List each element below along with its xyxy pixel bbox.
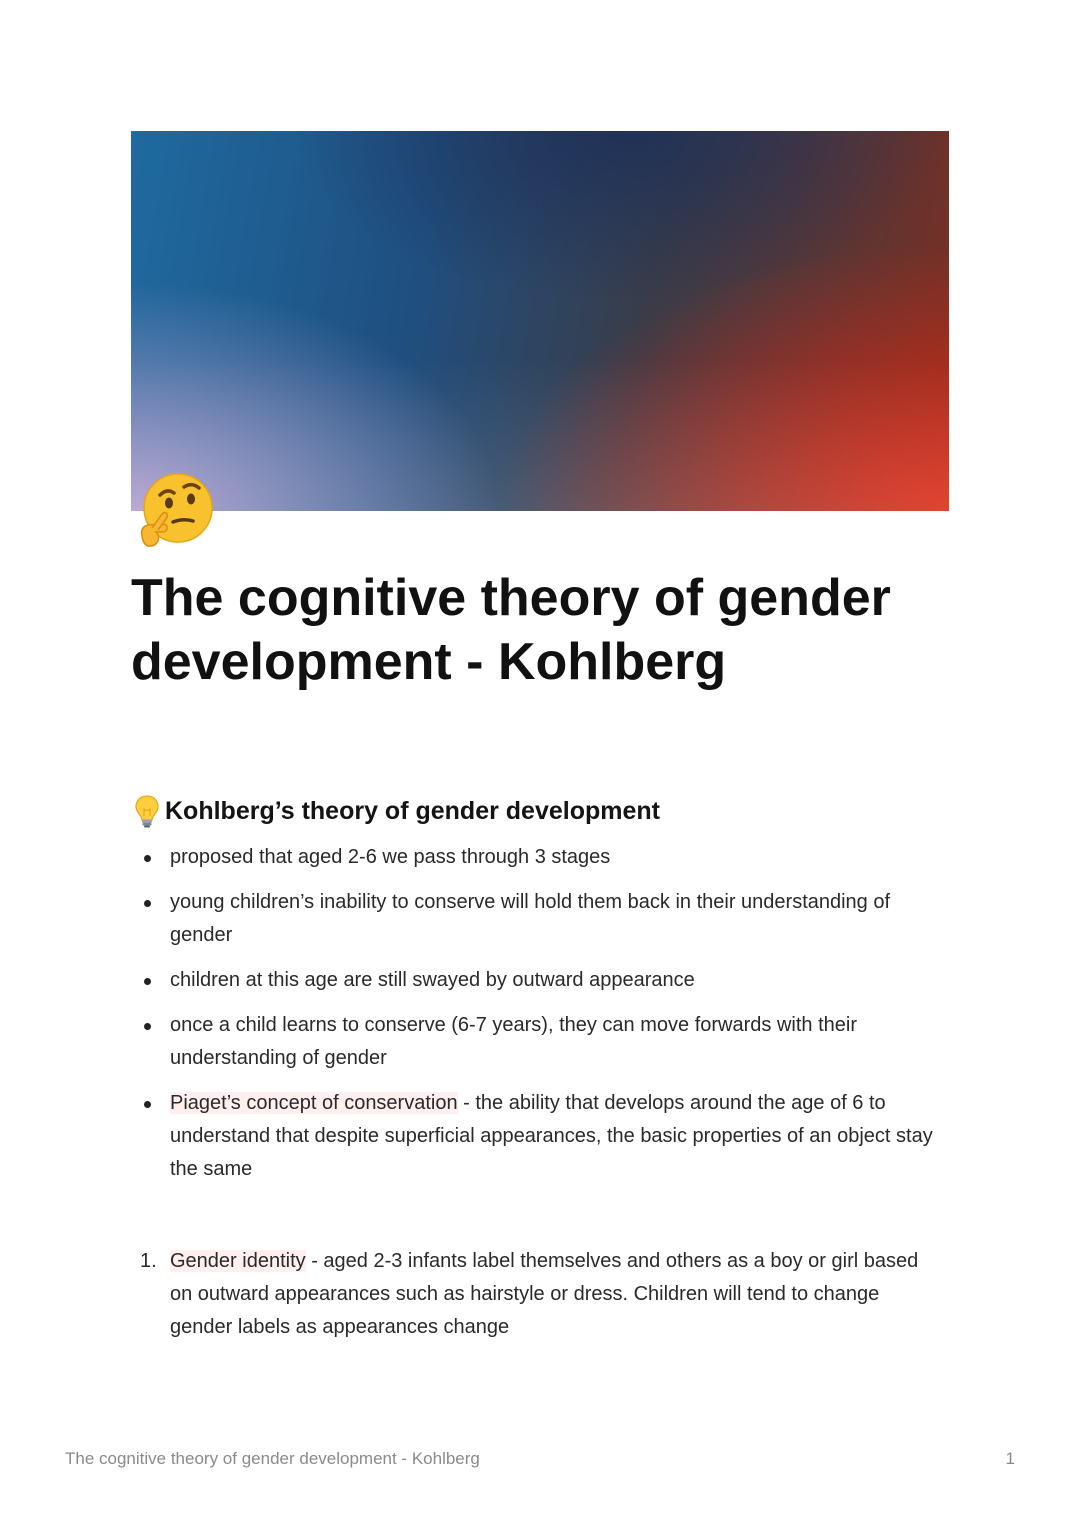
stage-list — [131, 1245, 941, 1344]
footer-title: The cognitive theory of gender development - Kohlberg — [65, 1449, 480, 1468]
list-item — [131, 841, 941, 874]
stage-number: 1. — [140, 1250, 157, 1272]
highlighted-term: Gender identity — [170, 1250, 306, 1272]
page-number: 1 — [1005, 1449, 1015, 1468]
list-item — [131, 1009, 941, 1075]
bullet-dot — [144, 900, 151, 907]
list-item — [131, 886, 941, 952]
list-item — [131, 1087, 941, 1186]
stage-item — [131, 1245, 941, 1344]
list-item-text: young children’s inability to conserve will hold them back in their understanding of gender — [170, 891, 891, 946]
list-item-text: - the ability that develops around the age of 6 to understand that despite superficial appearances, the basic properties of an object stay the same — [170, 1092, 933, 1180]
list-item-text: once a child learns to conserve (6-7 years), they can move forwards with their understanding of gender — [170, 1014, 857, 1069]
thinking-face-icon — [136, 470, 216, 550]
highlighted-term: Piaget’s concept of conservation — [170, 1092, 458, 1114]
bullet-dot — [144, 1101, 151, 1108]
section-heading-text: Kohlberg’s theory of gender development — [165, 797, 660, 825]
list-item — [131, 964, 941, 997]
list-item-text: children at this age are still swayed by outward appearance — [170, 969, 695, 991]
bullet-dot — [144, 855, 151, 862]
section-heading — [131, 793, 660, 829]
bullet-dot — [144, 978, 151, 985]
page-title: The cognitive theory of gender development - Kohlberg — [131, 569, 891, 691]
light-bulb-icon — [131, 793, 163, 829]
cover-image — [131, 131, 949, 511]
cover-fade — [131, 131, 949, 511]
bullet-list — [131, 841, 941, 1198]
stage-text: - aged 2-3 infants label themselves and others as a boy or girl based on outward appearances such as hairstyle or dress. Children will tend to change gender labels as appearances change — [170, 1250, 919, 1338]
bullet-dot — [144, 1023, 151, 1030]
list-item-text: proposed that aged 2-6 we pass through 3 stages — [170, 846, 611, 868]
